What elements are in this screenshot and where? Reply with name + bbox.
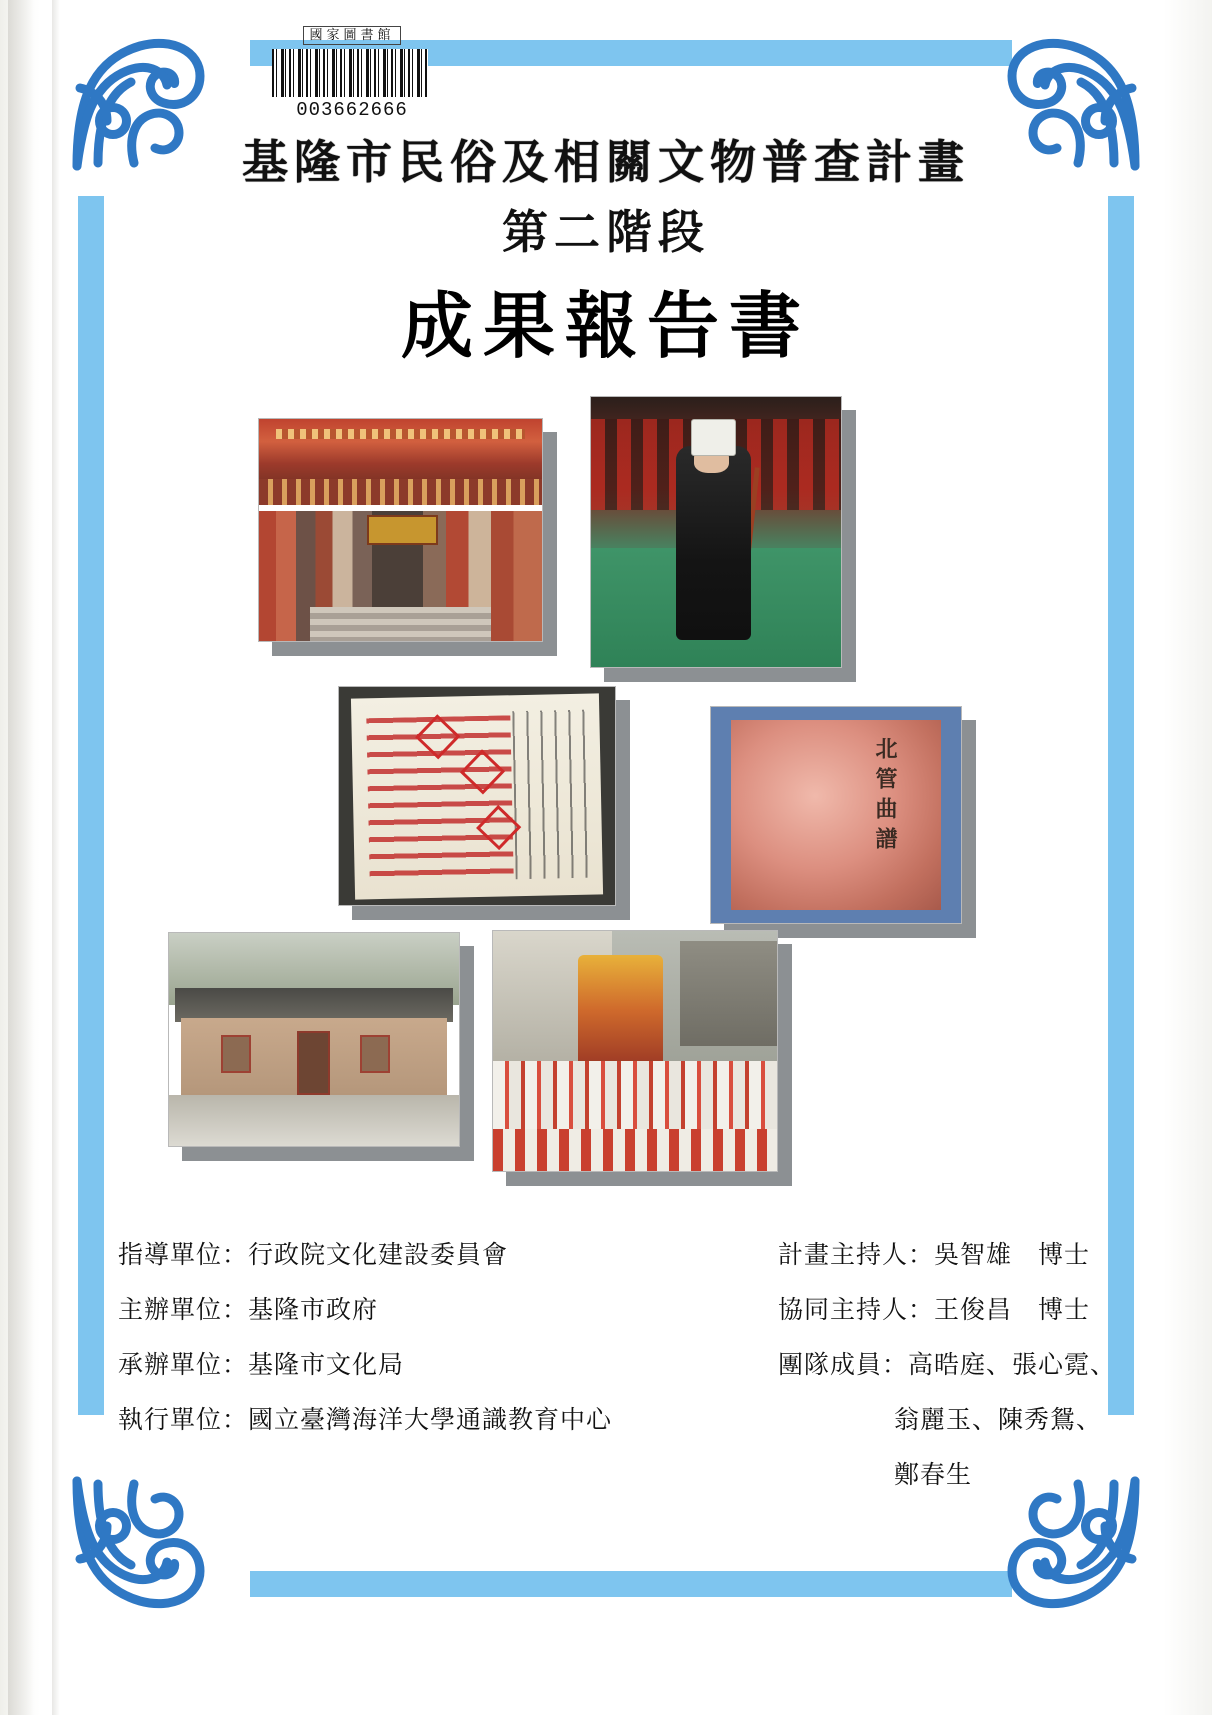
photo-manuscript	[338, 686, 616, 906]
cover-title-line-2: 第二階段	[502, 207, 710, 258]
photo-old-house	[168, 932, 460, 1147]
library-stamp-block	[272, 26, 432, 121]
credit-line-organizer: 主辦單位：基隆市政府	[118, 1297, 379, 1324]
photo-taoist-priest	[590, 396, 842, 668]
cover-title-line-1: 基隆市民俗及相關文物普查計畫	[242, 137, 970, 188]
frame-bar-bottom	[250, 1571, 1012, 1597]
credit-line-advisor: 指導單位：行政院文化建設委員會	[118, 1242, 509, 1269]
score-cover-title: 北管曲譜	[873, 737, 898, 858]
credits-left-column	[118, 1228, 612, 1503]
barcode-icon	[272, 49, 428, 97]
credits-block	[118, 1228, 1116, 1503]
photo-procession	[492, 930, 778, 1172]
credit-line-principal-investigator: 計畫主持人：吳智雄 博士	[777, 1242, 1090, 1269]
frame-bar-left	[78, 196, 104, 1415]
library-stamp-label: 國家圖書館	[303, 26, 400, 45]
credit-line-executor: 執行單位：國立臺灣海洋大學通識教育中心	[118, 1407, 613, 1434]
credits-right-column	[778, 1228, 1116, 1503]
photo-temple-gate	[258, 418, 543, 642]
credit-line-host: 承辦單位：基隆市文化局	[118, 1352, 405, 1379]
photo-beiguan-score	[710, 706, 962, 924]
cover-main-title: 成果報告書	[400, 287, 811, 367]
credit-line-team-members-1: 團隊成員：高晧庭、張心霓、	[777, 1352, 1116, 1379]
credit-line-co-investigator: 協同主持人：王俊昌 博士	[777, 1297, 1090, 1324]
credit-line-team-members-2: 翁麗玉、陳秀鴛、	[893, 1407, 1102, 1434]
credit-line-team-members-3: 鄭春生	[893, 1462, 972, 1489]
barcode-number: 003662666	[296, 99, 408, 122]
